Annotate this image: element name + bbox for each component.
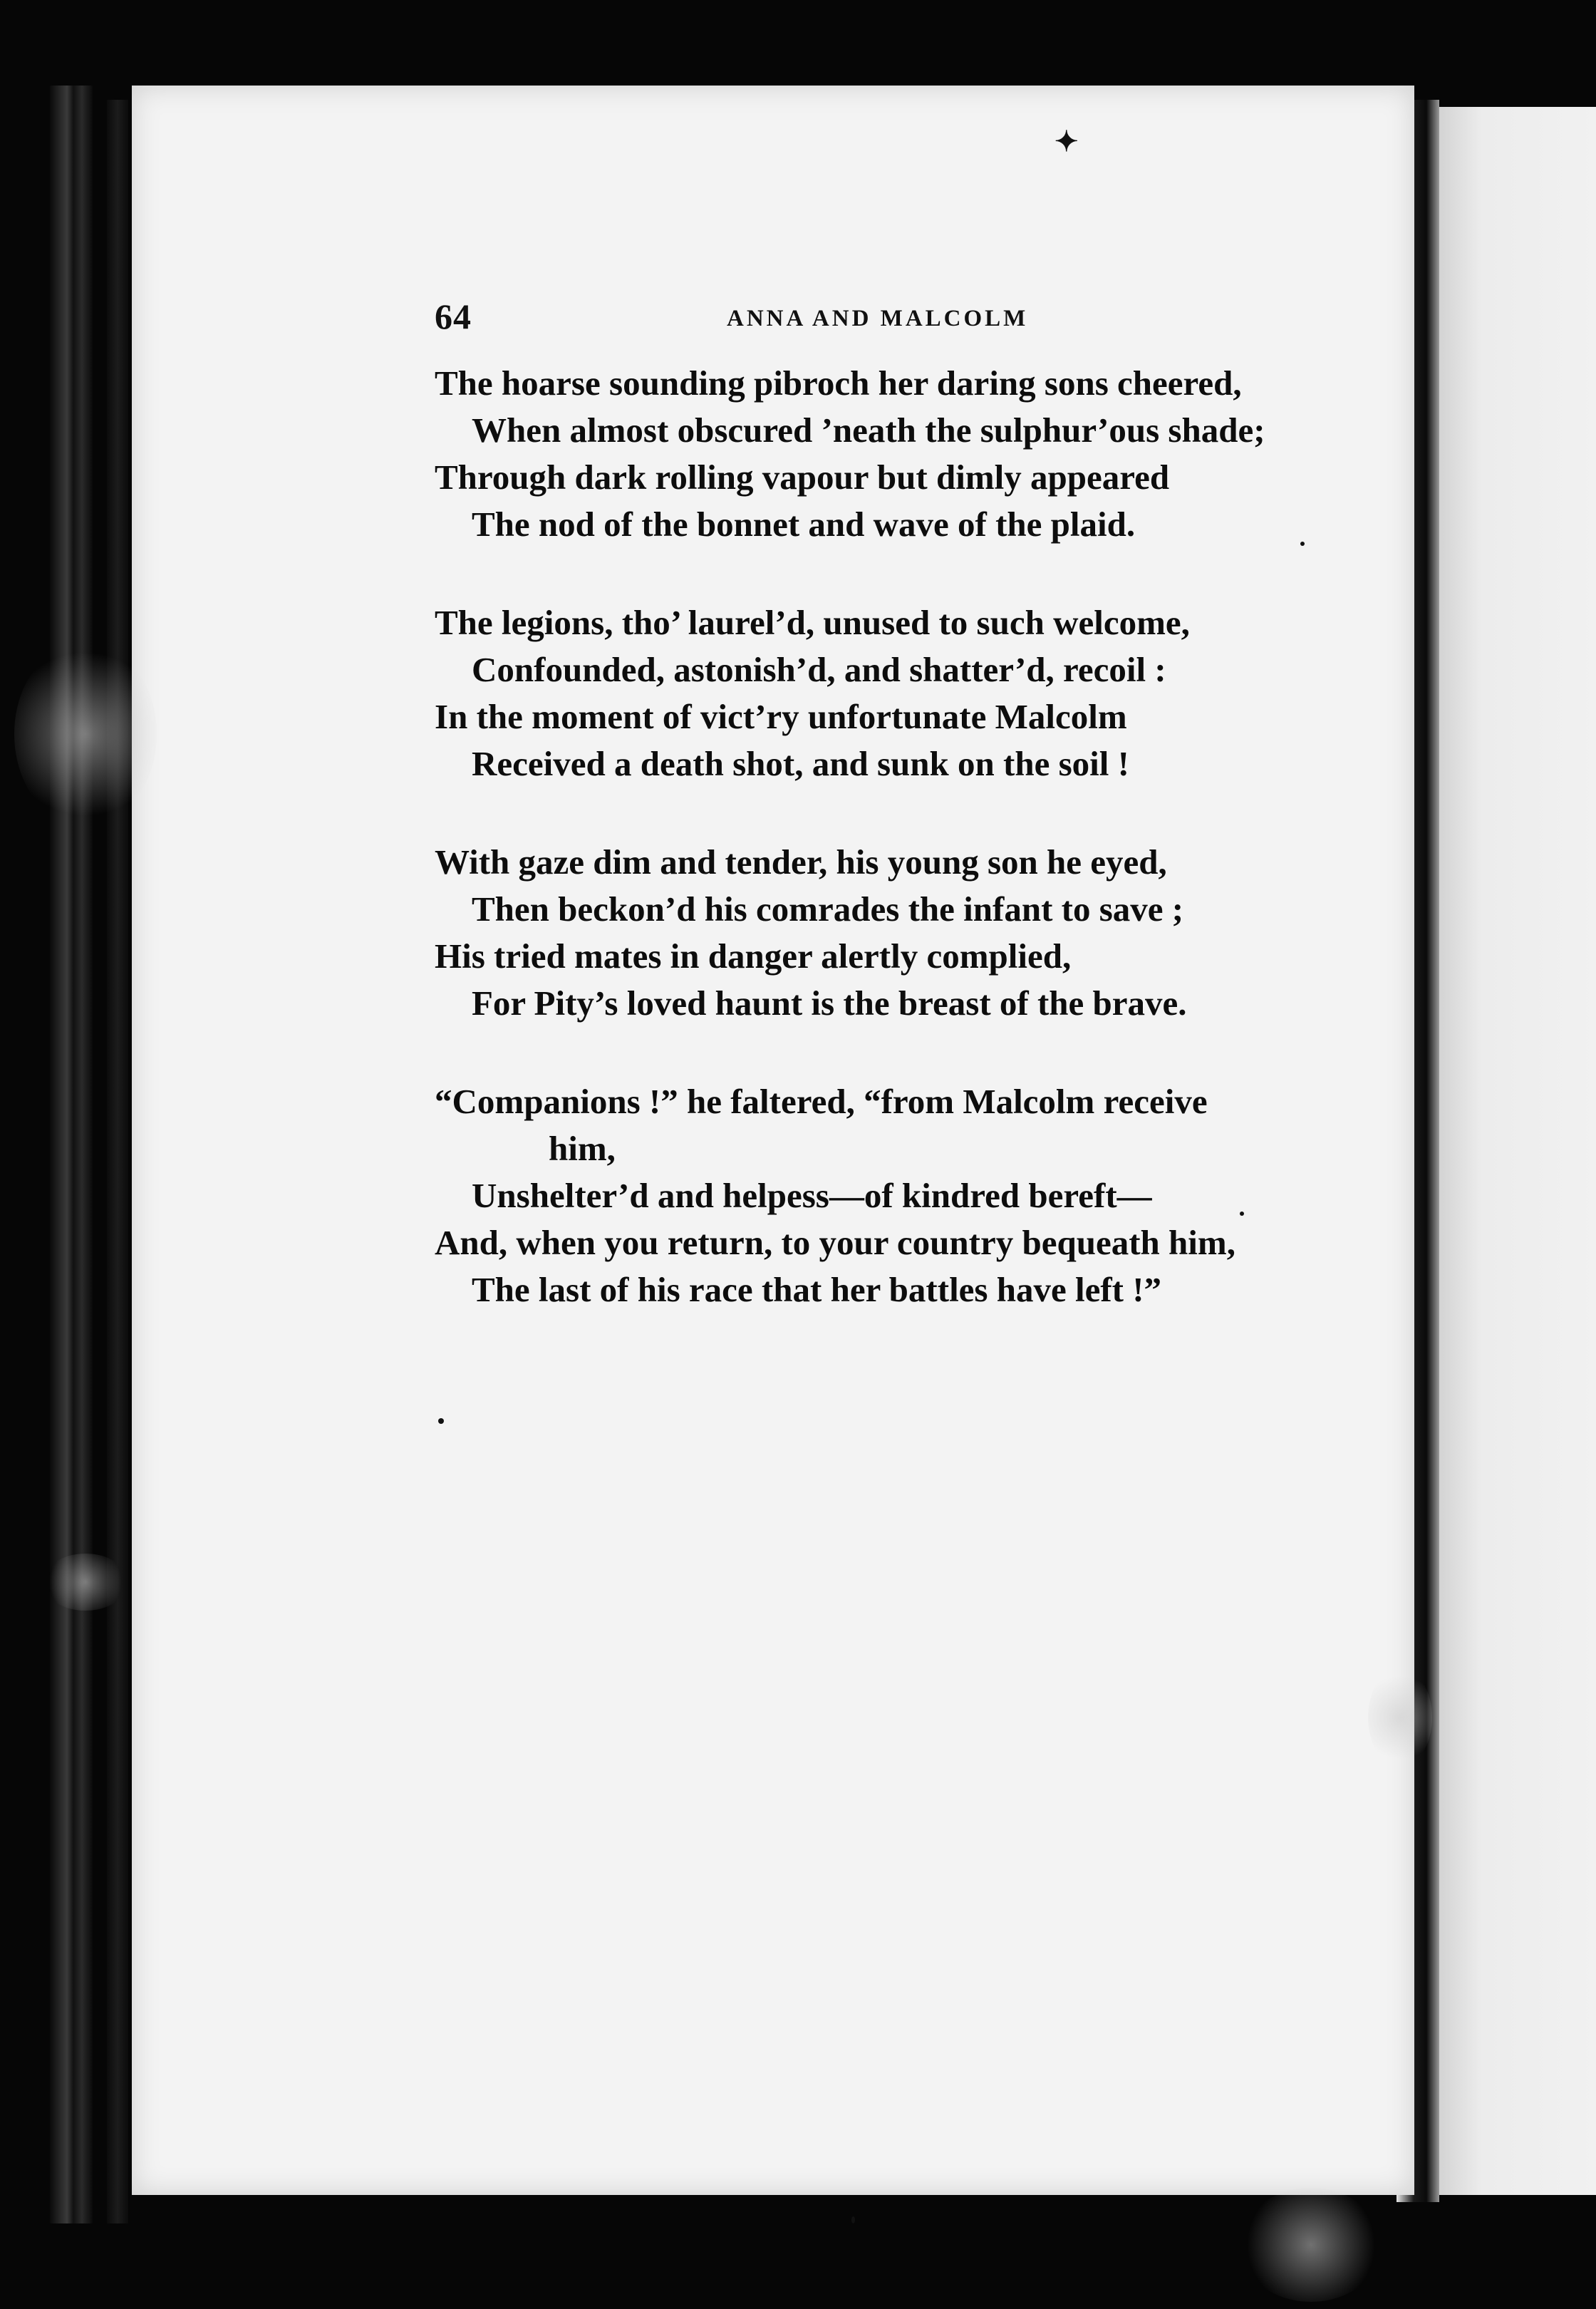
poem-line: With gaze dim and tender, his young son he eyed, bbox=[435, 842, 1167, 882]
poem-line: The hoarse sounding pibroch her daring sons cheered, bbox=[435, 363, 1242, 403]
running-title: ANNA AND MALCOLM bbox=[727, 306, 1029, 331]
poem-line-turnover: him, bbox=[549, 1129, 616, 1168]
facing-page bbox=[1432, 107, 1596, 2195]
poem-line: For Pity’s loved haunt is the breast of the brave. bbox=[472, 983, 1187, 1023]
stanza-3 bbox=[435, 839, 1318, 1027]
speck bbox=[851, 2216, 855, 2223]
book-edge bbox=[50, 86, 93, 2223]
smudge bbox=[14, 641, 157, 827]
stanza-1 bbox=[435, 360, 1318, 548]
poem-line: When almost obscured ’neath the sulphur’ous shade; bbox=[472, 410, 1265, 450]
book-edge-inner bbox=[107, 100, 128, 2223]
running-head bbox=[435, 296, 1304, 339]
poem-line: The nod of the bonnet and wave of the plaid. bbox=[472, 505, 1136, 544]
poem-line: Then beckon’d his comrades the infant to save ; bbox=[472, 889, 1184, 929]
stanza-4 bbox=[435, 1078, 1318, 1313]
poem-line: Confounded, astonish’d, and shatter’d, recoil : bbox=[472, 650, 1166, 689]
smudge bbox=[1368, 1668, 1432, 1767]
poem bbox=[435, 360, 1318, 1365]
poem-line: Through dark rolling vapour but dimly appeared bbox=[435, 458, 1170, 497]
poem-line: “Companions !” he faltered, “from Malcolm receive bbox=[435, 1082, 1208, 1121]
poem-line: The last of his race that her battles have left !” bbox=[472, 1270, 1162, 1309]
poem-line: The legions, tho’ laurel’d, unused to such welcome, bbox=[435, 603, 1190, 642]
smudge bbox=[43, 1554, 128, 1611]
poem-line: His tried mates in danger alertly complied, bbox=[435, 936, 1072, 976]
smudge bbox=[1240, 2188, 1382, 2302]
speck bbox=[438, 1418, 444, 1424]
poem-line: Unshelter’d and helpess—of kindred bereft— bbox=[472, 1176, 1152, 1215]
page-number: 64 bbox=[435, 296, 472, 336]
poem-line: And, when you return, to your country bequeath him, bbox=[435, 1223, 1235, 1262]
poem-line: In the moment of vict’ry unfortunate Malcolm bbox=[435, 697, 1127, 736]
ink-mark: ✦ bbox=[1054, 125, 1079, 157]
stanza-2 bbox=[435, 599, 1318, 787]
poem-line: Received a death shot, and sunk on the soil ! bbox=[472, 744, 1129, 783]
